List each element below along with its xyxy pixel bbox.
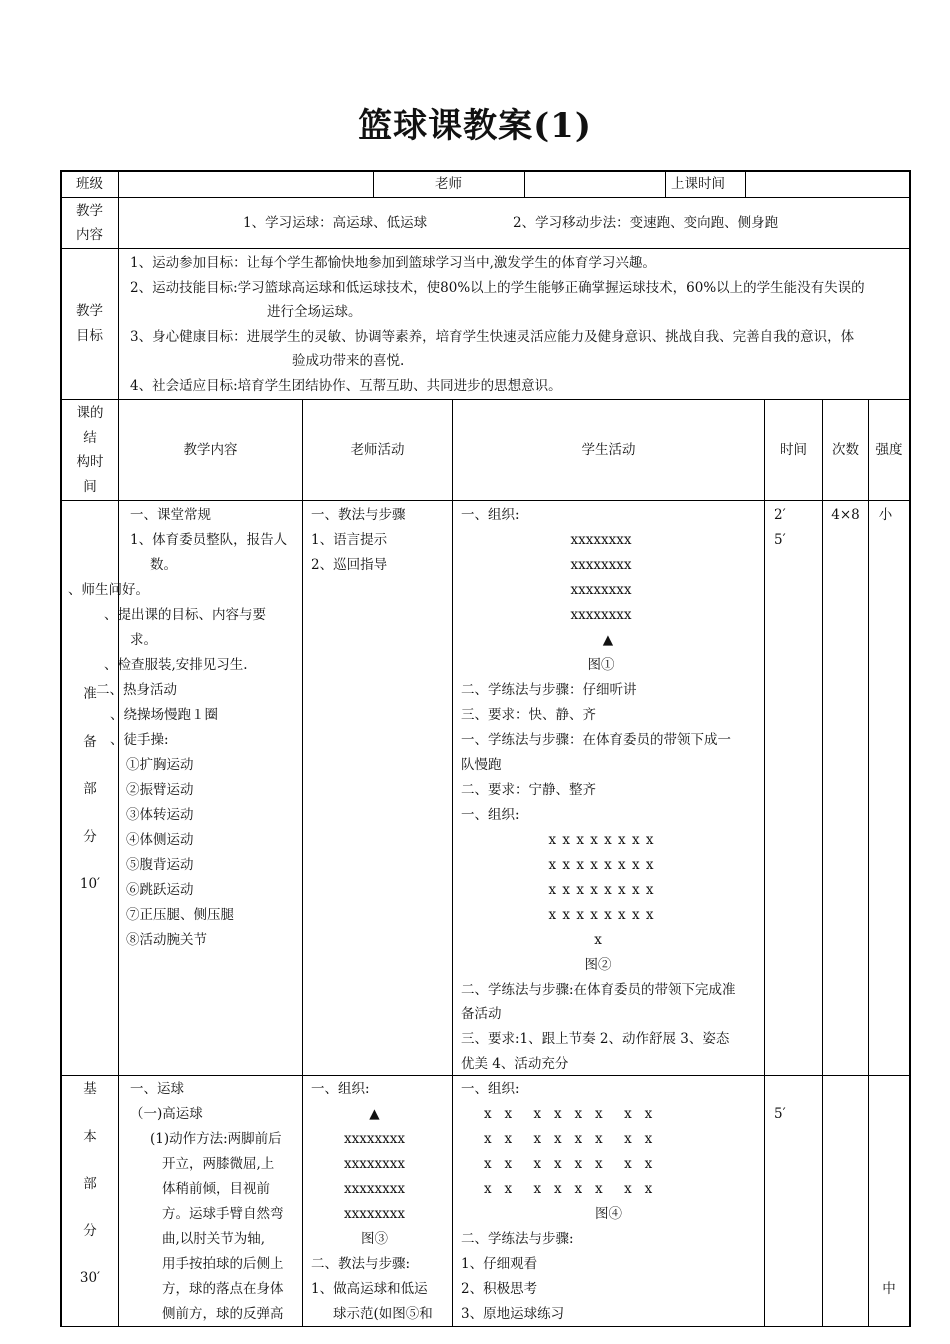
basic-teacher-line: 二、教法与步骤: xyxy=(311,1256,411,1272)
prep-count: 4×8 xyxy=(831,507,860,523)
formation-row: xxxxxxxx xyxy=(570,607,632,623)
prep-time: 5′ xyxy=(774,532,786,548)
prep-label-char: 备 xyxy=(83,734,97,750)
prep-student-line: 三、要求：快、静、齐 xyxy=(461,707,596,723)
prep-label-char: 准 xyxy=(83,686,97,702)
basic-label-char: 本 xyxy=(83,1129,97,1145)
basic-intensity: 中 xyxy=(882,1281,896,1297)
basic-student-line: 3、原地运球练习 xyxy=(461,1306,565,1322)
prep-student-line: 二、学练法与步骤：仔细听讲 xyxy=(461,682,637,698)
prep-student-line: 三、要求:1、跟上节奏 2、动作舒展 3、姿态 xyxy=(461,1031,730,1047)
basic-content-line: 曲,以肘关节为轴, xyxy=(162,1231,266,1247)
goal-line: 4、社会适应目标:培育学生团结协作、互帮互助、共同进步的思想意识。 xyxy=(130,378,562,394)
prep-label-char: 分 xyxy=(83,829,97,845)
basic-label-char: 30′ xyxy=(79,1270,101,1286)
count-column-header: 次数 xyxy=(832,442,859,458)
formation-row: x x x x x x x x xyxy=(548,832,654,848)
prep-student-line: 备活动 xyxy=(461,1006,502,1022)
basic-content-line: (1)动作方法:两脚前后 xyxy=(150,1131,282,1147)
intensity-column-header: 强度 xyxy=(875,442,903,458)
structure-header-char: 间 xyxy=(83,479,97,495)
prep-content-line: 一、课堂常规 xyxy=(130,507,211,523)
prep-student-line: 队慢跑 xyxy=(461,757,502,773)
basic-student-line: 2、积极思考 xyxy=(461,1281,538,1297)
goal-line: 1、运动参加目标：让每个学生都愉快地参加到篮球学习当中,激发学生的体育学习兴趣。 xyxy=(130,255,656,271)
formation-row: x x x x x x x x xyxy=(484,1131,653,1147)
prep-content-line: ②振臂运动 xyxy=(126,782,194,798)
prep-content-line: 数。 xyxy=(150,557,177,573)
formation-row: x xyxy=(594,932,602,948)
prep-content-line: ⑦正压腿、侧压腿 xyxy=(126,907,234,923)
prep-content-line: ③体转运动 xyxy=(126,807,194,823)
basic-student-line: 1、仔细观看 xyxy=(461,1256,538,1272)
formation-row: xxxxxxxx xyxy=(570,582,632,598)
student-column-header: 学生活动 xyxy=(581,442,636,458)
formation-row: xxxxxxxx xyxy=(344,1156,405,1172)
formation-row: xxxxxxxx xyxy=(344,1206,405,1222)
formation-row: x x x x x x x x xyxy=(484,1156,653,1172)
time-column-header: 时间 xyxy=(780,442,807,458)
formation-row: xxxxxxxx xyxy=(570,532,632,548)
basic-content-line: 体稍前倾，目视前 xyxy=(162,1181,270,1197)
formation-row: xxxxxxxx xyxy=(570,557,632,573)
basic-student-line: 二、学练法与步骤: xyxy=(461,1231,574,1247)
prep-student-line: 优美 4、活动充分 xyxy=(461,1056,569,1072)
content-column-header: 教学内容 xyxy=(183,442,238,458)
basic-content-line: 方。运球手臂自然弯 xyxy=(162,1206,284,1222)
prep-time: 2′ xyxy=(774,507,786,523)
teacher-position-triangle-icon: ▲ xyxy=(602,632,614,648)
goal-line: 2、运动技能目标:学习篮球高运球和低运球技术，使80%以上的学生能够正确掌握运球技术，60%以上的学生能没有失误的 xyxy=(130,280,865,296)
prep-content-line: ⑤腹背运动 xyxy=(126,857,194,873)
teacher-label: 老师 xyxy=(435,176,462,192)
prep-content-line: ④体侧运动 xyxy=(126,832,194,848)
prep-content-line: 二、热身活动 xyxy=(96,682,177,698)
goal-line: 3、身心健康目标：进展学生的灵敏、协调等素养，培育学生快速灵活应能力及健身意识、挑战自我、完善自我的意识，体 xyxy=(130,329,855,345)
basic-content-line: 开立，两膝微屈,上 xyxy=(162,1156,275,1172)
prep-label-char: 10′ xyxy=(79,876,101,892)
prep-content-line: 、师生问好。 xyxy=(68,582,149,598)
basic-content-line: 一、运球 xyxy=(130,1081,184,1097)
figure-caption: 图① xyxy=(587,657,615,673)
figure-caption: 图③ xyxy=(361,1231,388,1247)
structure-header-char: 课的 xyxy=(76,405,104,421)
prep-content-line: 求。 xyxy=(130,632,157,648)
prep-content-line: ⑥跳跃运动 xyxy=(126,882,194,898)
basic-label-char: 基 xyxy=(83,1081,97,1097)
formation-row: x x x x x x x x xyxy=(484,1106,653,1122)
page-title: 篮球课教案(1) xyxy=(358,106,592,146)
teaching-content-label: 教学内容 xyxy=(76,203,103,243)
content-item-2: 2、学习移动步法：变速跑、变向跑、侧身跑 xyxy=(513,215,779,231)
formation-row: x x x x x x x x xyxy=(548,857,654,873)
prep-teacher-line: 2、巡回指导 xyxy=(311,557,388,573)
structure-header-char: 结 xyxy=(83,430,97,446)
class-time-label: 上课时间 xyxy=(671,176,725,192)
prep-content-line: ①扩胸运动 xyxy=(126,757,194,773)
prep-teacher-line: 一、教法与步骤 xyxy=(311,507,406,523)
prep-content-line: 1、体育委员整队，报告人 xyxy=(130,532,288,548)
prep-content-line: 、绕操场慢跑１圈 xyxy=(110,707,218,723)
basic-content-line: 侧前方，球的反弹高 xyxy=(162,1306,284,1322)
prep-label-char: 部 xyxy=(83,781,97,797)
teaching-goals-label: 教学目标 xyxy=(76,303,103,344)
formation-row: x x x x x x x x xyxy=(548,907,654,923)
teacher-position-triangle-icon: ▲ xyxy=(369,1106,380,1122)
content-item-1: 1、学习运球：高运球、低运球 xyxy=(243,215,428,231)
prep-student-line: 一、学练法与步骤：在体育委员的带领下成一 xyxy=(461,732,731,748)
prep-student-line: 一、组织: xyxy=(461,807,520,823)
basic-student-line: 一、组织: xyxy=(461,1081,520,1097)
basic-time: 5′ xyxy=(774,1106,786,1122)
basic-label-char: 分 xyxy=(83,1223,97,1239)
basic-label-char: 部 xyxy=(83,1176,97,1192)
prep-student-line: 二、要求：宁静、整齐 xyxy=(461,782,596,798)
formation-row: x x x x x x x x xyxy=(484,1181,653,1197)
class-label: 班级 xyxy=(76,176,103,192)
figure-caption: 图② xyxy=(584,957,612,973)
prep-student-line: 一、组织: xyxy=(461,507,520,523)
basic-teacher-line: 1、做高运球和低运 xyxy=(311,1281,428,1297)
goal-line: 进行全场运球。 xyxy=(267,304,362,320)
prep-content-line: 、徒手操: xyxy=(110,732,169,748)
basic-content-line: （一)高运球 xyxy=(130,1106,203,1122)
basic-teacher-line: 一、组织: xyxy=(311,1081,370,1097)
formation-row: xxxxxxxx xyxy=(344,1181,405,1197)
prep-content-line: 、检查服装,安排见习生. xyxy=(104,657,248,673)
prep-student-line: 二、学练法与步骤:在体育委员的带领下完成准 xyxy=(461,982,736,998)
prep-content-line: ⑧活动腕关节 xyxy=(126,932,207,948)
formation-row: xxxxxxxx xyxy=(344,1131,405,1147)
figure-caption: 图④ xyxy=(595,1206,622,1222)
structure-header-char: 构时 xyxy=(76,454,104,470)
prep-teacher-line: 1、语言提示 xyxy=(311,532,388,548)
basic-content-line: 方，球的落点在身体 xyxy=(162,1281,284,1297)
formation-row: x x x x x x x x xyxy=(548,882,654,898)
prep-intensity: 小 xyxy=(878,507,893,523)
basic-teacher-line: 球示范(如图⑤和 xyxy=(333,1306,433,1322)
basic-content-line: 用手按拍球的后侧上 xyxy=(162,1256,284,1272)
goal-line: 验成功带来的喜悦. xyxy=(292,353,405,369)
teacher-column-header: 老师活动 xyxy=(350,442,405,458)
prep-content-line: 、提出课的目标、内容与要 xyxy=(104,607,266,623)
